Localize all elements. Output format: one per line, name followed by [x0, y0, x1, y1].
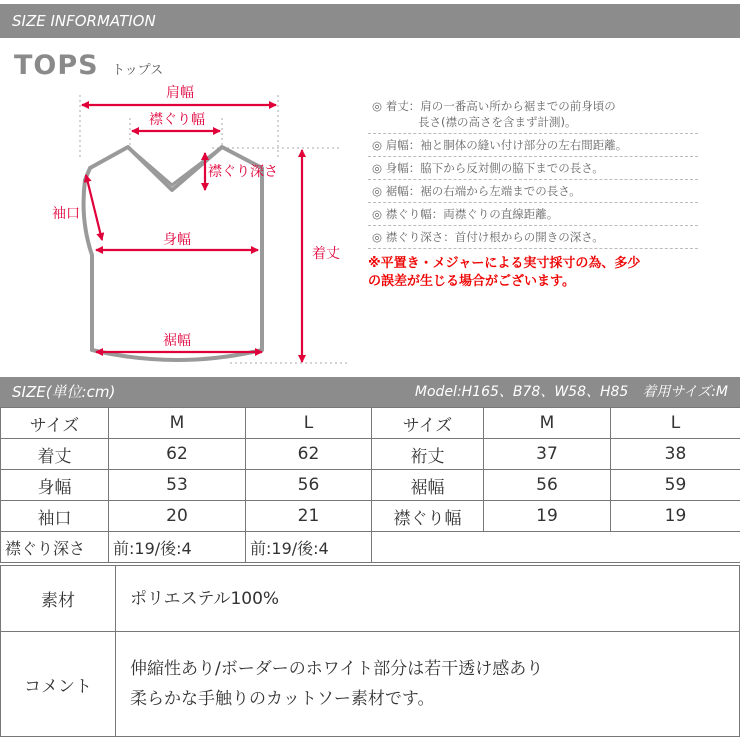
info-table	[0, 565, 740, 737]
neck-depth-label: 襟ぐり深さ	[208, 164, 278, 180]
material-label: 素材	[1, 566, 116, 632]
size-bar	[0, 377, 740, 407]
measurement-warning: ※平置き・メジャーによる実寸採寸の為、多少 の誤差が生じる場合がございます。	[368, 256, 641, 289]
table-row: サイズ M L サイズ M L	[1, 408, 740, 439]
note-neck-depth: ◎ 襟ぐり深さ：首付け根からの開きの深さ。	[368, 226, 698, 249]
note-shoulder: ◎ 肩幅：袖と胴体の縫い付け部分の左右間距離。	[368, 134, 698, 157]
neck-width-label: 襟ぐり幅	[149, 112, 205, 128]
table-row: 袖口 20 21 襟ぐり幅 19 19	[1, 501, 740, 532]
sleeve-label: 袖口	[52, 206, 80, 222]
length-label: 着丈	[312, 246, 340, 262]
comment-row	[1, 632, 740, 737]
tops-title: TOPS	[14, 50, 99, 81]
material-row	[1, 566, 740, 632]
note-hem: ◎ 裾幅：裾の右端から左端までの長さ。	[368, 180, 698, 203]
size-unit-label: SIZE(単位:cm)	[12, 383, 116, 401]
tshirt-diagram-svg	[0, 80, 360, 370]
shoulder-label: 肩幅	[166, 85, 194, 101]
banner-title: SIZE INFORMATION	[12, 12, 156, 30]
tops-subtitle: トップス	[112, 63, 164, 78]
table-row: 身幅 53 56 裾幅 56 59	[1, 470, 740, 501]
hem-label: 裾幅	[163, 333, 191, 349]
comment-label: コメント	[1, 632, 116, 737]
note-length: ◎ 着丈：肩の一番高い所から裾までの前身頃の 長さ(襟の高さを含まず計測)。	[368, 95, 698, 134]
table-row: 着丈 62 62 裄丈 37 38	[1, 439, 740, 470]
note-body-width: ◎ 身幅：脇下から反対側の脇下までの長さ。	[368, 157, 698, 180]
size-information-banner	[0, 4, 740, 38]
table-row: 襟ぐり深さ 前:19/後:4 前:19/後:4	[1, 532, 740, 563]
model-info: Model:H165、B78、W58、H85 着用サイズ:M	[414, 384, 728, 400]
note-neck-width: ◎ 襟ぐり幅：両襟ぐりの直線距離。	[368, 203, 698, 226]
material-value: ポリエステル100%	[116, 566, 740, 632]
comment-value: 伸縮性あり/ボーダーのホワイト部分は若干透け感あり 柔らかな手触りのカットソー素材です。	[116, 632, 740, 737]
size-table	[0, 407, 740, 563]
measurement-notes	[368, 95, 698, 291]
body-width-label: 身幅	[163, 232, 191, 248]
